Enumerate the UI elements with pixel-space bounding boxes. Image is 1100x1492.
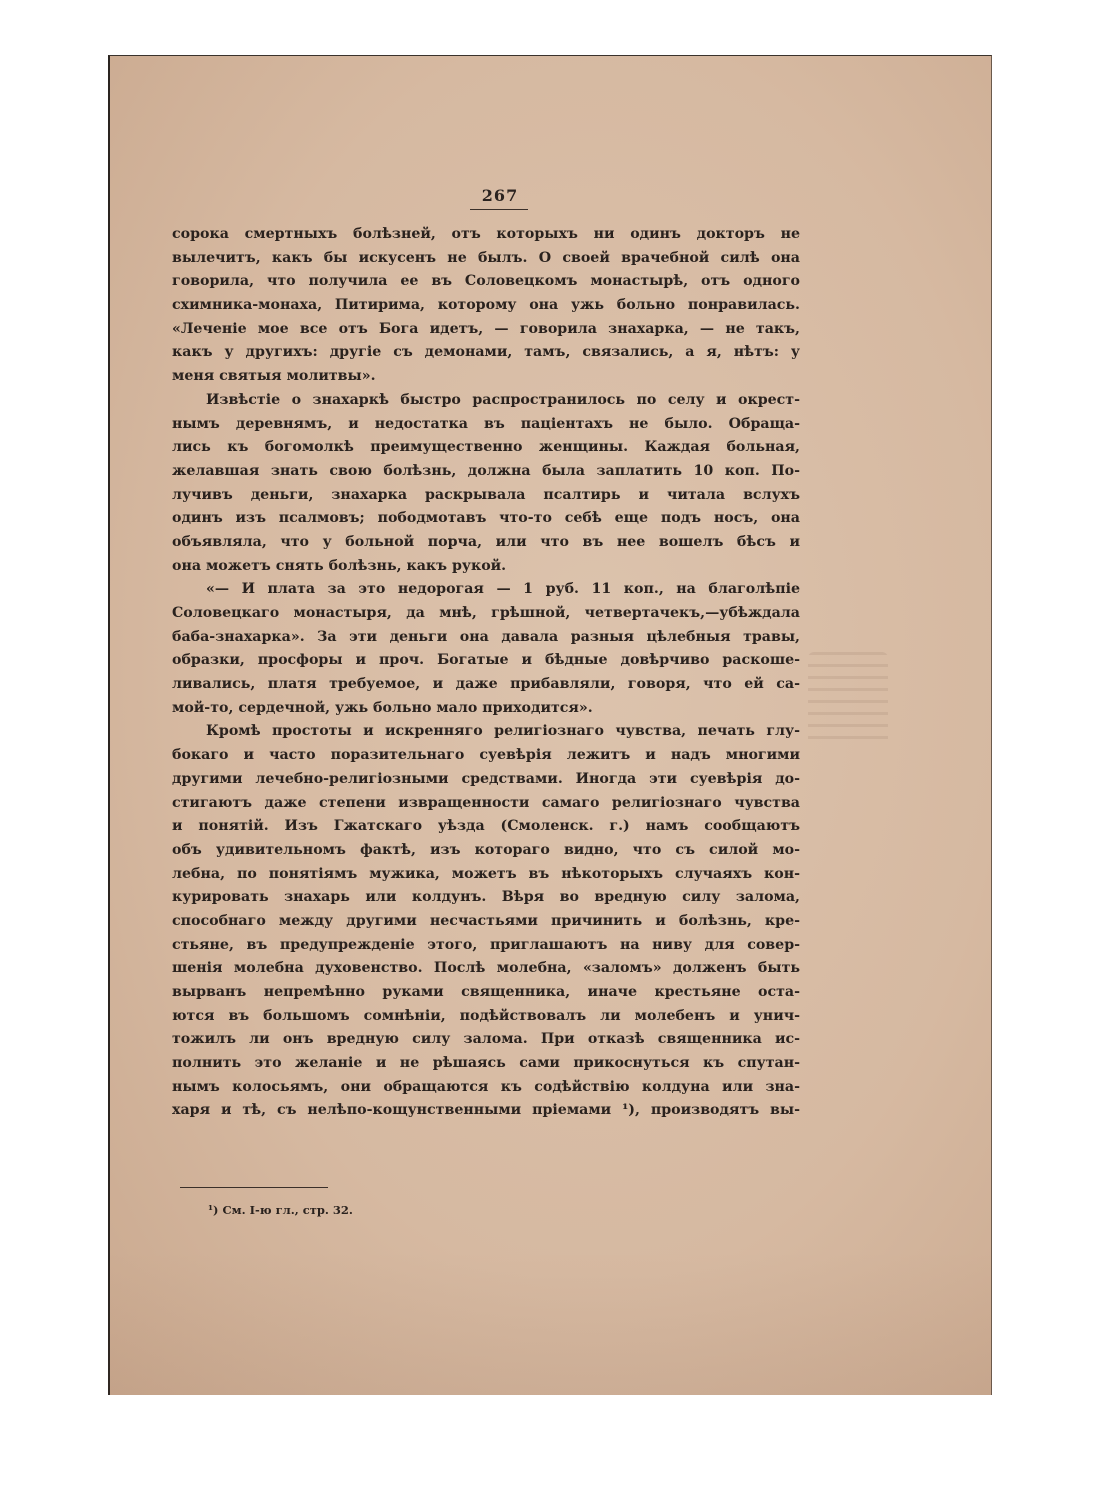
text-line: схимника-монаха, Питирима, которому она ужь больно понравилась. bbox=[172, 297, 800, 314]
text-line: желавшая знать свою болѣзнь, должна была заплатить 10 коп. По- bbox=[172, 462, 800, 479]
page-number: 267 bbox=[481, 186, 519, 205]
text-line: меня святыя молитвы». bbox=[172, 368, 376, 385]
text-line: объявляла, что у больной порча, или что въ нее вошелъ бѣсъ и bbox=[172, 533, 800, 550]
text-line: Кромѣ простоты и искренняго религіознаго чувства, печать глу- bbox=[206, 723, 800, 740]
text-line: стигаютъ даже степени извращенности самаго религіознаго чувства bbox=[172, 794, 800, 811]
body-text bbox=[172, 223, 800, 1123]
paragraph bbox=[172, 578, 800, 720]
text-line: полнить это желаніе и не рѣшаясь сами прикоснуться къ спутан- bbox=[172, 1055, 800, 1072]
text-line: одинъ изъ псалмовъ; пободмотавъ что-то себѣ еще подъ носъ, она bbox=[172, 510, 800, 527]
text-line: вылечитъ, какъ бы искусенъ не былъ. О своей врачебной силѣ она bbox=[172, 249, 800, 266]
text-line: харя и тѣ, съ нелѣпо-кощунственными пріемами ¹), производятъ вы- bbox=[172, 1102, 800, 1119]
text-line: говорила, что получила ее въ Соловецкомъ монастырѣ, отъ одного bbox=[172, 273, 800, 290]
text-line: ются въ большомъ сомнѣніи, подѣйствовалъ ли молебенъ и унич- bbox=[172, 1007, 800, 1024]
text-line: шенія молебна духовенство. Послѣ молебна, «заломъ» долженъ быть bbox=[172, 960, 800, 977]
text-line: способнаго между другими несчастьями причинить и болѣзнь, кре- bbox=[172, 912, 800, 929]
paragraph bbox=[172, 720, 800, 1123]
text-line: лебна, по понятіямъ мужика, можетъ въ нѣкоторыхъ случаяхъ кон- bbox=[172, 865, 800, 882]
text-line: лись къ богомолкѣ преимущественно женщины. Каждая больная, bbox=[172, 439, 800, 456]
text-line: образки, просфоры и проч. Богатые и бѣдные довѣрчиво раскоше- bbox=[172, 652, 800, 669]
text-line: она можетъ снять болѣзнь, какъ рукой. bbox=[172, 557, 507, 574]
page-shadow bbox=[108, 1250, 992, 1395]
text-line: стьяне, въ предупрежденіе этого, приглашаютъ на ниву для совер- bbox=[172, 936, 800, 953]
footnote-rule bbox=[180, 1187, 328, 1188]
text-line: бокаго и часто поразительнаго суевѣрія лежитъ и надъ многими bbox=[172, 747, 800, 764]
text-line: Извѣстіе о знахаркѣ быстро распространилось по селу и окрест- bbox=[206, 391, 800, 408]
text-line: другими лечебно-религіозными средствами. Иногда эти суевѣрія до- bbox=[172, 770, 800, 787]
text-line: нымъ деревнямъ, и недостатка въ паціентахъ не было. Обраща- bbox=[172, 415, 800, 432]
bleed-through-mark bbox=[808, 652, 888, 748]
paragraph bbox=[172, 389, 800, 579]
text-line: Соловецкаго монастыря, да мнѣ, грѣшной, четвертачекъ,—убѣждала bbox=[172, 605, 800, 621]
text-line: курировать знахарь или колдунъ. Вѣря во вредную силу залома, bbox=[172, 889, 800, 906]
text-line: «Леченіе мое все отъ Бога идетъ, — говорила знахарка, — не такъ, bbox=[172, 320, 800, 337]
page-number-rule bbox=[470, 209, 528, 210]
text-line: лучивъ деньги, знахарка раскрывала псалтирь и читала вслухъ bbox=[172, 486, 800, 503]
text-line: «— И плата за это недорогая — 1 руб. 11 коп., на благолѣпіе bbox=[206, 581, 800, 598]
text-line: нымъ колосьямъ, они обращаются къ содѣйствію колдуна или зна- bbox=[172, 1078, 800, 1095]
text-line: тожилъ ли онъ вредную силу залома. При отказѣ священника ис- bbox=[172, 1031, 800, 1048]
text-line: сорока смертныхъ болѣзней, отъ которыхъ ни одинъ докторъ не bbox=[172, 226, 800, 242]
footnote: ¹) См. I-ю гл., стр. 32. bbox=[208, 1203, 353, 1217]
text-line: вырванъ непремѣнно руками священника, иначе крестьяне оста- bbox=[172, 984, 800, 1000]
text-line: баба-знахарка». За эти деньги она давала разныя цѣлебныя травы, bbox=[172, 628, 800, 645]
text-line: какъ у другихъ: другіе съ демонами, тамъ, связались, а я, нѣтъ: у bbox=[172, 344, 800, 361]
text-line: объ удивительномъ фактѣ, изъ котораго видно, что съ силой мо- bbox=[172, 841, 800, 858]
text-line: и понятій. Изъ Гжатскаго уѣзда (Смоленск. г.) намъ сообщаютъ bbox=[172, 818, 800, 835]
paragraph bbox=[172, 223, 800, 389]
text-line: ливались, платя требуемое, и даже прибавляли, говоря, что ей са- bbox=[172, 676, 800, 693]
text-line: мой-то, сердечной, ужь больно мало приходится». bbox=[172, 699, 593, 716]
